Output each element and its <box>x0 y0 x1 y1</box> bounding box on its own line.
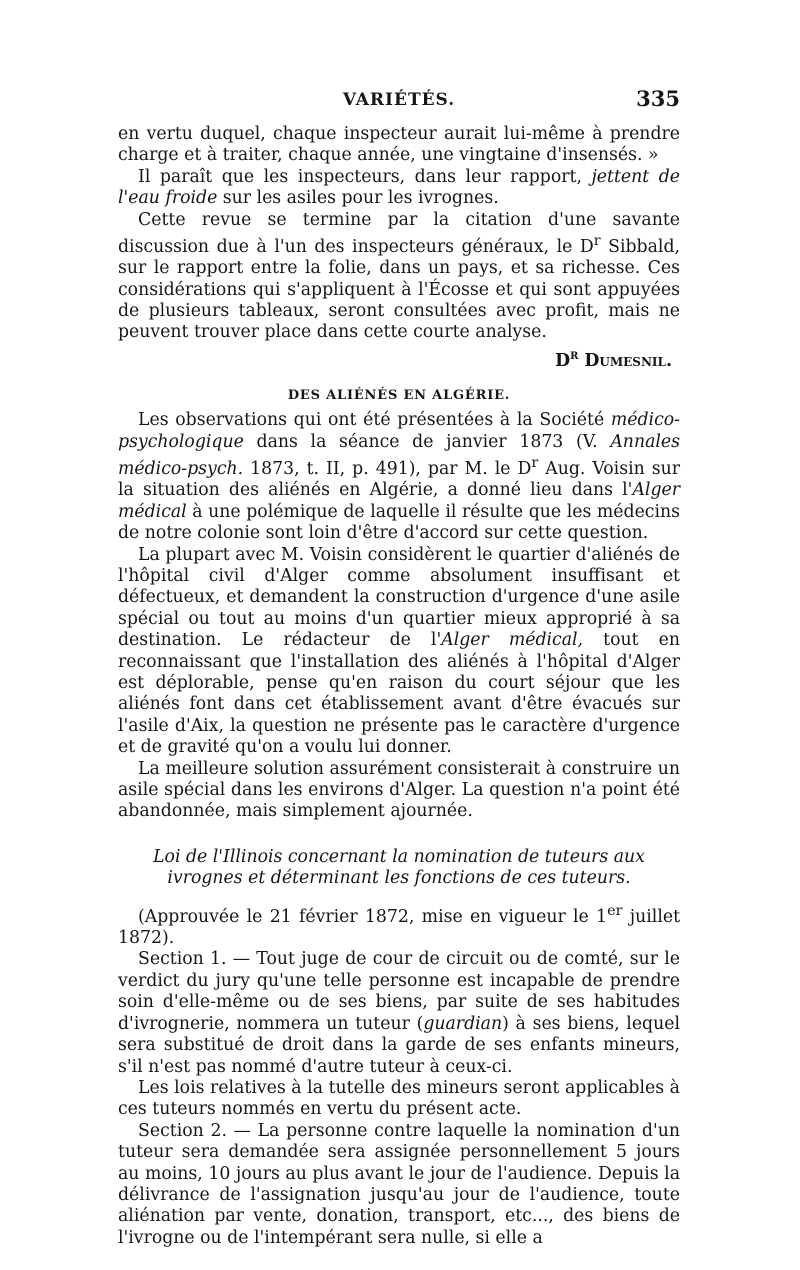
text-run: Sibbald, sur le rapport entre la folie, dans un pays, et sa richesse. Ces considérations qui s'appliquent à l'Écosse et qui sont appuyées de plusieurs tableaux, seront consultées avec profit, mais ne peuvent trouver place dans cette courte analyse. <box>118 236 680 343</box>
paragraph-section-1 <box>118 949 680 1077</box>
paragraph-inspectors <box>118 167 680 210</box>
text-run: Il paraît que les inspecteurs, dans leur rapport, <box>138 166 592 187</box>
running-title: VARIÉTÉS. <box>342 90 456 110</box>
text-run: Les observations qui ont été présentées à la Société <box>138 410 611 431</box>
text-run: à une polémique de laquelle il résulte que les médecins de notre colonie sont loin d'être d'accord sur cette question. <box>118 501 680 544</box>
law-title-heading: Loi de l'Illinois concernant la nomination de tuteurs aux ivrognes et déterminant les fonctions de ces tuteurs. <box>153 846 645 888</box>
paragraph-approval-date <box>118 901 680 950</box>
paragraph-continuation: en vertu duquel, chaque inspecteur aurait lui-même à prendre charge et à traiter, chaque année, une vingtaine d'insensés. » <box>118 124 680 166</box>
superscript: r <box>570 345 579 363</box>
section-heading-algeria: DES ALIÉNÉS EN ALGÉRIE. <box>287 388 511 403</box>
paragraph-section-2: Section 2. — La personne contre laquelle la nomination d'un tuteur sera demandée sera assignée personnellement 5 jours au moins, 10 jours au plus avant le jour de l'audience. Depuis la délivrance de l'assignation jusqu'au jour de l'audience, toute aliénation par vente, donation, transport, etc..., des biens de l'ivrogne ou de l'intempérant sera nulle, si elle a <box>118 1120 680 1248</box>
text-run: (Approuvée le 21 février 1872, mise en vigueur le 1 <box>138 906 608 927</box>
text-run: Dumesnil. <box>578 350 672 371</box>
emphasis: Annales médico-psych. <box>118 431 680 479</box>
text-run: sur les asiles pour les ivrognes. <box>217 188 499 209</box>
page-number: 335 <box>636 86 680 111</box>
text-run: juillet 1872). <box>118 906 681 949</box>
text-run: ) à ses biens, lequel sera substitué de droit dans la garde de ses enfants mineurs, s'il n'est pas nommé d'autre tuteur à ceux-ci. <box>118 1013 680 1077</box>
paragraph-guardianship-laws: Les lois relatives à la tutelle des mineurs seront applicables à ces tuteurs nommés en vertu du présent acte. <box>118 1077 680 1120</box>
text-run: tout en reconnaissant que l'installation des aliénés à l'hôpital d'Alger est déplorable, pense qu'en raison du court séjour que les aliénés font dans cet établissement avant d'être évacués sur l'asile d'Aix, la question ne présente pas le caractère d'urgence et de gravité qu'on a voulu lui donner. <box>118 630 680 758</box>
text-run: 1873, t. II, p. 491), par M. le D <box>243 458 532 479</box>
emphasis: Alger médical <box>118 480 680 522</box>
paragraph-majority-opinion <box>118 545 680 759</box>
emphasis: médico-psychologique <box>118 410 680 452</box>
emphasis: jettent de l'eau froide <box>118 166 680 209</box>
superscript: r <box>593 233 601 250</box>
paragraph-best-solution: La meilleure solution assurément consisterait à construire un asile spécial dans les environs d'Alger. La question n'a point été abandonnée, mais simplement ajournée. <box>118 758 680 822</box>
page-body <box>118 124 680 1249</box>
text-run: La plupart avec M. Voisin considèrent le quartier d'aliénés de l'hôpital civil d'Alger comme absolument insuffisant et défectueux, et demandent la construction d'urgence d'une asile spécial ou tout au moins d'un quartier mieux approprié à sa destination. Le rédacteur de l' <box>118 544 680 651</box>
text-run: dans la séance de janvier 1873 (V. <box>243 431 611 452</box>
page-header <box>118 86 680 120</box>
paragraph-review-summary <box>118 210 680 344</box>
superscript: r <box>531 455 539 472</box>
text-run: D <box>555 350 571 371</box>
paragraph-observations <box>118 410 680 544</box>
emphasis: guardian <box>423 1013 503 1034</box>
text-run: Section 1. — Tout juge de cour de circuit ou de comté, sur le verdict du jury qu'une telle personne est incapable de prendre soin d'elle-même ou de ses biens, par suite de ses habitudes d'ivrognerie, nommera un tuteur ( <box>118 949 680 1034</box>
text-run: Aug. Voisin sur la situation des aliénés en Algérie, a donné lieu dans l' <box>118 458 680 501</box>
author-signature <box>118 344 680 372</box>
text-run: Cette revue se termine par la citation d'une savante discussion due à l'un des inspecteurs généraux, le D <box>118 209 680 257</box>
emphasis: Alger médical, <box>441 630 584 651</box>
superscript: er <box>607 902 623 919</box>
